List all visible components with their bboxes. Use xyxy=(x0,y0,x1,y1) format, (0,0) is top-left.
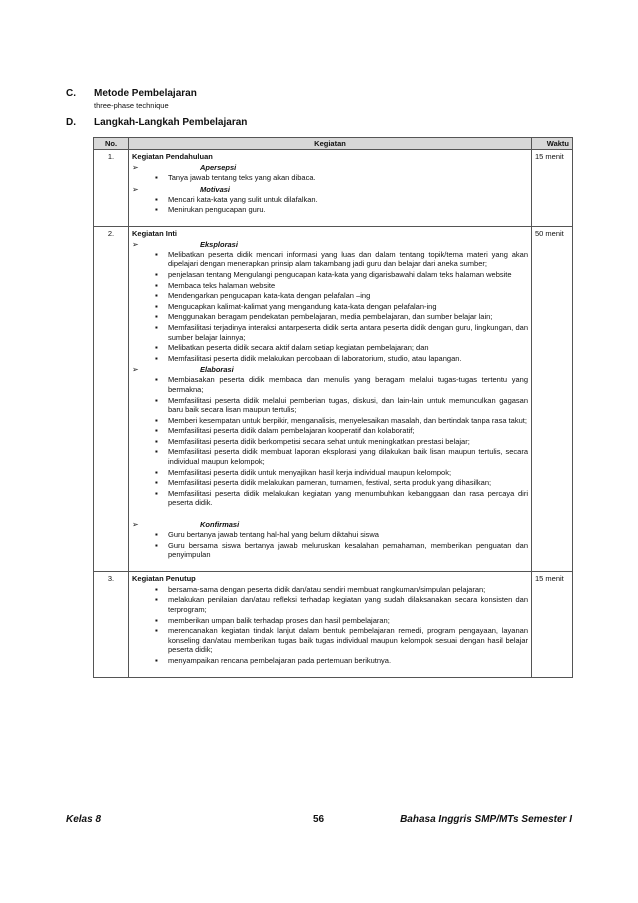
list-item: ▪ Memfasilitasi peserta didik melakukan pameran, turnamen, festival, serta produk yang dihasilkan; xyxy=(132,478,528,488)
section-c-letter: C. xyxy=(66,88,76,99)
header-no: No. xyxy=(94,138,129,150)
list-item: ▪ Tanya jawab tentang teks yang akan dibaca. xyxy=(132,173,528,183)
table-row xyxy=(94,226,573,571)
row-number: 1. xyxy=(94,150,129,227)
table-row xyxy=(94,150,573,227)
list-item: ▪ melakukan penilaian dan/atau refleksi terhadap kegiatan yang sudah dilaksanakan secara konsisten dan terprogram; xyxy=(132,595,528,614)
arrow-bullet-icon: ➢ xyxy=(132,239,139,249)
list-item: ▪ menyampaikan rencana pembelajaran pada pertemuan berikutnya. xyxy=(132,656,528,666)
arrow-bullet-icon: ➢ xyxy=(132,365,139,375)
duration-cell: 50 menit xyxy=(532,226,573,571)
activity-list xyxy=(132,173,528,183)
activity-list xyxy=(132,585,528,666)
arrow-bullet-icon: ➢ xyxy=(132,163,139,172)
list-item: ▪ Membiasakan peserta didik membaca dan menulis yang beragam melalui tugas-tugas tertentu yang bermakna; xyxy=(132,375,528,394)
activity-cell xyxy=(129,226,532,571)
section-d-letter: D. xyxy=(66,117,76,128)
list-item: ▪ Memfasilitasi peserta didik membuat laporan eksplorasi yang dilakukan baik lisan maupun tertulis, secara individual maupun kelompok; xyxy=(132,447,528,466)
footer-book-title: Bahasa Inggris SMP/MTs Semester I xyxy=(400,814,572,825)
lesson-steps-table xyxy=(93,137,573,678)
list-item: ▪ Guru bertanya jawab tentang hal-hal yang belum diktahui siswa xyxy=(132,530,528,540)
section-d-title: Langkah-Langkah Pembelajaran xyxy=(94,117,248,128)
list-item: ▪ Memfasilitasi peserta didik berkompetisi secara sehat untuk meningkatkan prestasi belajar; xyxy=(132,437,528,447)
list-item: ▪ Melibatkan peserta didik mencari informasi yang luas dan dalam tentang topik/tema materi yang akan dipelajari dengan menerapkan prinsip alam takambang jadi guru dan belajar dari aneka sumber; xyxy=(132,250,528,269)
list-item: ▪ penjelasan tentang Mengulangi pengucapan kata-kata yang digarisbawahi dalam teks halaman website xyxy=(132,270,528,280)
arrow-bullet-icon: ➢ xyxy=(132,184,139,194)
activity-list xyxy=(132,530,528,560)
list-item: ▪ memberikan umpan balik terhadap proses dan hasil pembelajaran; xyxy=(132,616,528,626)
table-row xyxy=(94,571,573,677)
subphase-title: Apersepsi xyxy=(200,163,237,172)
list-item: ▪ Memfasilitasi peserta didik melakukan percobaan di laboratorium, studio, atau lapangan. xyxy=(132,354,528,364)
list-item: ▪ Menirukan pengucapan guru. xyxy=(132,205,528,215)
phase-title: Kegiatan Inti xyxy=(132,228,178,238)
activity-cell xyxy=(129,150,532,227)
subphase-heading xyxy=(132,240,528,249)
list-item: ▪ Menggunakan beragam pendekatan pembelajaran, media pembelajaran, dan sumber belajar lain; xyxy=(132,312,528,322)
header-kegiatan: Kegiatan xyxy=(129,138,532,150)
row-number: 2. xyxy=(94,226,129,571)
activity-list xyxy=(132,250,528,364)
subphase-heading xyxy=(132,163,528,172)
subphase-title: Motivasi xyxy=(200,184,231,194)
table-header-row xyxy=(94,138,573,150)
list-item: ▪ Memfasilitasi peserta didik dalam pembelajaran kooperatif dan kolaboratif; xyxy=(132,426,528,436)
subphase-heading xyxy=(132,365,528,374)
arrow-bullet-icon: ➢ xyxy=(132,520,139,530)
subphase-title: Konfirmasi xyxy=(200,520,240,530)
section-c-title: Metode Pembelajaran xyxy=(94,88,197,99)
footer-class-label: Kelas 8 xyxy=(66,814,102,825)
list-item: ▪ Memfasilitasi peserta didik melakukan kegiatan yang menumbuhkan kebanggaan dan rasa percaya diri peserta didik. xyxy=(132,489,528,508)
duration-cell: 15 menit xyxy=(532,571,573,677)
subphase-title: Elaborasi xyxy=(200,365,234,375)
duration-cell: 15 menit xyxy=(532,150,573,227)
list-item: ▪ Memfasilitasi peserta didik untuk menyajikan hasil kerja individual maupun kelompok; xyxy=(132,468,528,478)
list-item: ▪ Mengucapkan kalimat-kalimat yang mengandung kata-kata dengan pelafalan-ing xyxy=(132,302,528,312)
page-number: 56 xyxy=(313,814,325,825)
list-item: ▪ Guru bersama siswa bertanya jawab meluruskan kesalahan pemahaman, memberikan penguatan dan penyimpulan xyxy=(132,541,528,560)
phase-title: Kegiatan Penutup xyxy=(132,573,196,583)
activity-list xyxy=(132,375,528,508)
list-item: ▪ Melibatkan peserta didik secara aktif dalam setiap kegiatan pembelajaran; dan xyxy=(132,343,528,353)
list-item: ▪ Memberi kesempatan untuk berpikir, menganalisis, menyelesaikan masalah, dan bertindak tanpa rasa takut; xyxy=(132,416,528,426)
section-c-heading xyxy=(66,88,197,99)
list-item: ▪ Memfasilitasi terjadinya interaksi antarpeserta didik serta antara peserta didik dengan guru, lingkungan, dan sumber belajar lainnya; xyxy=(132,323,528,342)
header-waktu: Waktu xyxy=(532,138,573,150)
subphase-heading xyxy=(132,185,528,194)
list-item: ▪ Mendengarkan pengucapan kata-kata dengan pelafalan –ing xyxy=(132,291,528,301)
section-d-heading xyxy=(66,117,247,128)
list-item: ▪ merencanakan kegiatan tindak lanjut dalam bentuk pembelajaran remedi, program pengayaan, layanan konseling dan/atau memberikan tugas baik tugas individual maupun kelompok sesuai dengan hasil belajar peserta didik; xyxy=(132,626,528,655)
list-item: ▪ bersama-sama dengan peserta didik dan/atau sendiri membuat rangkuman/simpulan pelajaran; xyxy=(132,585,528,595)
activity-cell xyxy=(129,571,532,677)
list-item: ▪ Memfasilitasi peserta didik melalui pemberian tugas, diskusi, dan lain-lain untuk memunculkan gagasan baru baik secara lisan maupun tertulis; xyxy=(132,396,528,415)
list-item: ▪ Mencari kata-kata yang sulit untuk dilafalkan. xyxy=(132,195,528,205)
section-c-subtitle: three-phase technique xyxy=(94,101,169,110)
activity-list xyxy=(132,195,528,215)
subphase-heading xyxy=(132,520,528,529)
row-number: 3. xyxy=(94,571,129,677)
list-item: ▪ Membaca teks halaman website xyxy=(132,281,528,291)
phase-title: Kegiatan Pendahuluan xyxy=(132,152,213,161)
subphase-title: Eksplorasi xyxy=(200,239,238,249)
